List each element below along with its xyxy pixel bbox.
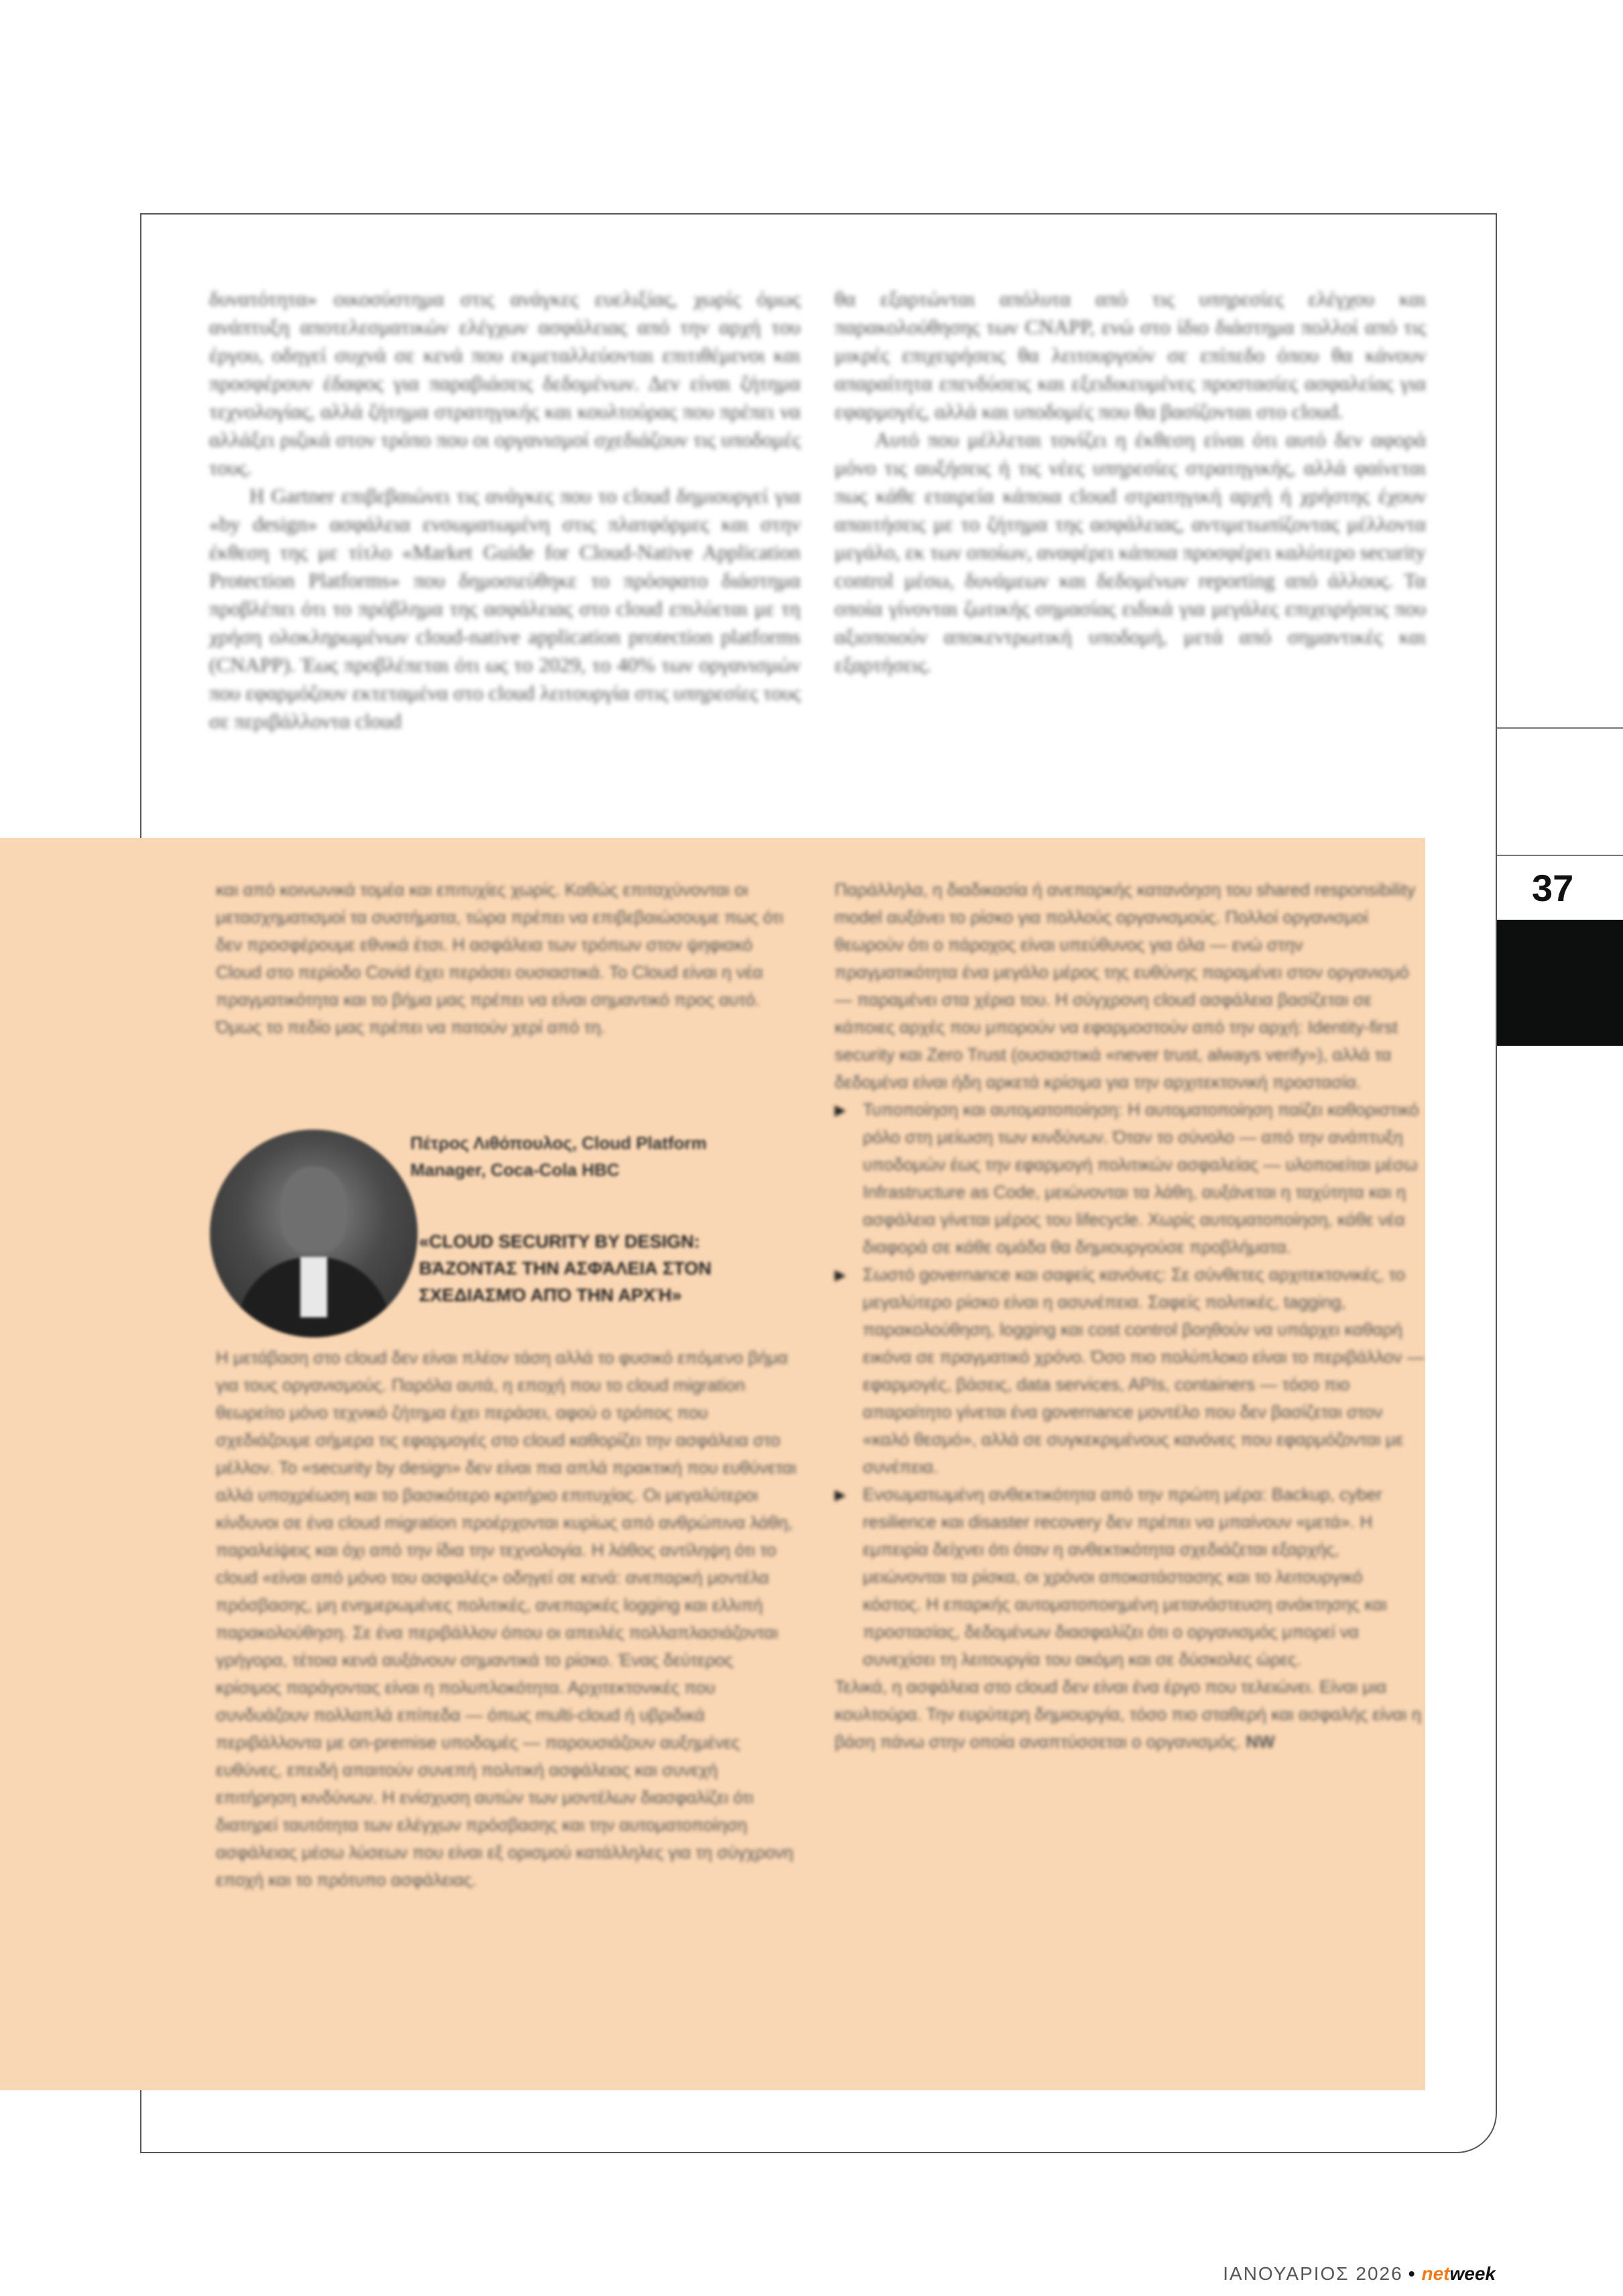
divider: [1497, 855, 1623, 856]
person-caption: Πέτρος Λιθόπουλος, Cloud Platform Manager, Coca-Cola HBC: [410, 1133, 707, 1180]
page-footer: [1223, 2260, 1496, 2287]
brand-logo-week: week: [1449, 2263, 1496, 2284]
paragraph: θα εξαρτώνται απόλυτα από τις υπηρεσίες ελέγχου και παρακολούθησης των CNAPP, ενώ στο ίδιο διάστημα πολλοί από τις μικρές επιχειρήσεις θα λειτουργούν σε επίπεδο όπου θα κάνουν απαραίτητα επενδύσεις και εξειδικευμένες προστασίες ασφαλείας για εφαρμογές, αλλά και υποδομές που θα βασίζονται στο cloud.: [835, 287, 1426, 423]
paragraph: Η Gartner επιβεβαιώνει τις ανάγκες που το cloud δημιουργεί για «by design» ασφάλεια ενσωματωμένη στις πλατφόρμες και στην έκθεση της με τίτλο «Market Guide for Cloud-Native Application Protection Platforms» που δημοσιεύθηκε το πρόσφατο διάστημα προβλέπει ότι το πρόβλημα της ασφάλειας στο cloud επιλύεται με τη χρήση ολοκληρωμένων cloud-native application protection platforms (CNAPP). Έως προβλέπεται ότι ως το 2029, το 40% των οργανισμών που εφαρμόζουν εκτεταμένα στο cloud λειτουργία στις υπηρεσίες τους σε περιβάλλοντα cloud: [209, 484, 801, 733]
page-number: 37: [1532, 867, 1574, 909]
footer-separator: •: [1408, 2263, 1417, 2284]
avatar: [210, 1130, 418, 1337]
end-mark: NW: [1246, 1732, 1275, 1752]
pull-quote: «CLOUD SECURITY BY DESIGN: ΒΆΖΟΝΤΑΣ ΤΗΝ ΑΣΦΆΛΕΙΑ ΣΤΟΝ ΣΧΕΔΙΑΣΜΌ ΑΠΌ ΤΗΝ ΑΡΧΉ»: [419, 1231, 712, 1305]
article-column-right: [835, 285, 1426, 679]
bullet-list: [835, 1096, 1425, 1673]
list-item: ▶ Ενσωματωμένη ανθεκτικότητα από την πρώτη μέρα: Backup, cyber resilience και disaster recovery δεν πρέπει να μπαίνουν «μετά». Η εμπειρία δείχνει ότι όταν η ανθεκτικότητα σχεδιάζεται εξαρχής, μειώνονται τα ρίσκα, οι χρόνοι αποκατάστασης και το λειτουργικό κόστος. Η επαρκής αυτοματοποιημένη μετανάστευση ανάκτησης και προστασίας, δεδομένων διασφαλίζει ότι ο οργανισμός μπορεί να συνεχίσει τη λειτουργία του ακόμη και σε δύσκολες ώρες.: [835, 1481, 1425, 1673]
box-body-text: [216, 1344, 799, 1894]
list-item: ▶ Σωστό governance και σαφείς κανόνες: Σε σύνθετες αρχιτεκτονικές, το μεγαλύτερο ρίσκο είναι η ασυνέπεια. Σαφείς πολιτικές, tagging, παρακολούθηση, logging και cost control βοηθούν να υπάρχει καθαρή εικόνα σε πραγματικό χρόνο. Όσο πιο πολύπλοκο είναι το περιβάλλον — εφαρμογές, βάσεις, data services, APIs, containers — τόσο πιο απαραίτητο γίνεται ένα governance μοντέλο που δεν βασίζεται στον «καλό θεσμό», αλλά σε συγκεκριμένους κανόνες που εφαρμόζονται με συνέπεια.: [835, 1261, 1425, 1481]
paragraph: Αυτό που μέλλεται τονίζει η έκθεση είναι ότι αυτό δεν αφορά μόνο τις αυξήσεις ή τις νέες υπηρεσίες στρατηγικής, αλλά φαίνεται πως κάθε εταιρεία κάποια cloud στρατηγική αρχή ή χρήστης έχουν απαιτήσεις με το ζήτημα της ασφάλειας, αντιμετωπίζοντας μέλλοντα μεγάλο, εκ των οποίων, αναφέρει κάποια προσφέρει καλύτερο security control μέσω, δυνάμεων και δεδομένων reporting από άλλους. Τα οποία γίνονται ζωτικής σημασίας ειδικά για μεγάλες επιχειρήσεις που αξιοποιούν αποκεντρωτική υποδομή, μετά από σημαντικές και εξαρτήσεις.: [835, 428, 1426, 676]
section-tab: [1497, 920, 1623, 1046]
paragraph: δυνατότητα» οικοσύστημα στις ανάγκες ευελιξίας, χωρίς όμως ανάπτυξη αποτελεσματικών ελέγχων ασφάλειας από την αρχή του έργου, οδηγεί συχνά σε κενά που εκμεταλλεύονται επιτιθέμενοι και προσφέρουν έδαφος για παραβιάσεις δεδομένων. Δεν είναι ζήτημα τεχνολογίας, αλλά ζήτημα στρατηγικής και κουλτούρας που πρέπει να αλλάξει ριζικά στον τρόπο που οι οργανισμοί σχεδιάζουν τις υποδομές τους.: [209, 287, 800, 479]
closing-text: Τελικά, η ασφάλεια στο cloud δεν είναι ένα έργο που τελειώνει. Είναι μια κουλτούρα. Την ευρύτερη δημιουργία, τόσο πιο σταθερή και ασφαλής είναι η βάση πάνω στην οποία αναπτύσσεται ο οργανισμός.: [835, 1677, 1422, 1752]
paragraph: και από κοινωνικά τομέα και επιτυχίες χωρίς. Καθώς επιταχύνονται οι μετασχηματισμοί τα συστήματα, τώρα πρέπει να επιβεβαιώσουμε πως ότι δεν προσφέρουμε εθνικά έτσι. Η ασφάλεια των τρόπων στον ψηφιακό Cloud στο περίοδο Covid έχει περάσει ουσιαστικά. Το Cloud είναι η νέα πραγματικότητα και το βήμα μας πρέπει να είναι σημαντικό προς αυτό. Όμως το πεδίο μας πρέπει να πατούν χερί από τη.: [216, 880, 784, 1037]
brand-logo-net: net: [1421, 2263, 1450, 2284]
article-column-left: [209, 285, 800, 735]
box-intro-text: [216, 876, 799, 1041]
footer-date: ΙΑΝΟΥΑΡΙΟΣ 2026: [1223, 2263, 1403, 2284]
paragraph: Παράλληλα, η διαδικασία ή ανεπαρκής κατανόηση του shared responsibility model αυξάνει το ρίσκο για πολλούς οργανισμούς. Πολλοί οργανισμοί θεωρούν ότι ο πάροχος είναι υπεύθυνος για όλα — ενώ στην πραγματικότητα ένα μεγάλο μέρος της ευθύνης παραμένει στον οργανισμό — παραμένει στα χέρια του. Η σύγχρονη cloud ασφάλεια βασίζεται σε κάποιες αρχές που μπορούν να εφαρμοστούν από την αρχή: Identity-first security και Zero Trust (ουσιαστικά «never trust, always verify»), αλλά τα δεδομένα είναι ήδη αρκετά κρίσιμα για την αρχιτεκτονική προστασία.: [835, 880, 1416, 1092]
paragraph: Η μετάβαση στο cloud δεν είναι πλέον τάση αλλά το φυσικό επόμενο βήμα για τους οργανισμούς. Παρόλα αυτά, η εποχή που το cloud migration θεωρείτο μόνο τεχνικό ζήτημα έχει περάσει, αφού ο τρόπος που σχεδιάζουμε σήμερα τις εφαρμογές στο cloud καθορίζει την ασφάλεια στο μέλλον. Το «security by design» δεν είναι πια απλά πρακτική που ευθύνεται αλλά υποχρέωση και το βασικότερο κριτήριο επιτυχίας. Οι μεγαλύτεροι κίνδυνοι σε ένα cloud migration προέρχονται κυρίως από ανθρώπινα λάθη, παραλείψεις και όχι από την ίδια την τεχνολογία. Η λάθος αντίληψη ότι το cloud «είναι από μόνο του ασφαλές» οδηγεί σε κενά: ανεπαρκή μοντέλα πρόσβασης, μη ενημερωμένες πολιτικές, ανεπαρκές logging και ελλιπή παρακολούθηση. Σε ένα περιβάλλον όπου οι απειλές πολλαπλασιάζονται γρήγορα, τέτοια κενά αυξάνουν σημαντικά το ρίσκο. Ένας δεύτερος κρίσιμος παράγοντας είναι η πολυπλοκότητα. Αρχιτεκτονικές που συνδυάζουν πολλαπλά επίπεδα — όπως multi-cloud ή υβριδικά περιβάλλοντα με on-premise υποδομές — παρουσιάζουν αυξημένες ευθύνες, επειδή απαιτούν συνεπή πολιτική ασφάλειας και συνεχή επιτήρηση κινδύνων. Η ενίσχυση αυτών των μοντέλων διασφαλίζει ότι διατηρεί ταυτότητα των ελέγχων πρόσβασης και την αυτοματοποίηση ασφάλειας μέσω λύσεων που είναι εξ ορισμού κατάλληλες για τη σύγχρονη εποχή και το πρότυπο ασφάλειας.: [216, 1347, 796, 1890]
box-right-column: [835, 876, 1425, 1756]
paragraph: [835, 1673, 1425, 1756]
divider: [1497, 727, 1623, 729]
list-item: ▶ Τυποποίηση και αυτοματοποίηση: Η αυτοματοποίηση παίζει καθοριστικό ρόλο στη μείωση των κινδύνων. Όταν το σύνολο — από την ανάπτυξη υποδομών έως την εφαρμογή πολιτικών ασφαλείας — υλοποιείται μέσω Infrastructure as Code, μειώνονται τα λάθη, αυξάνεται η ταχύτητα και η ασφάλεια γίνεται μέρος του lifecycle. Χωρίς αυτοματοποίηση, κάθε νέα διαφορά σε κάθε ομάδα θα δημιουργούσε προβλήματα.: [835, 1096, 1425, 1261]
